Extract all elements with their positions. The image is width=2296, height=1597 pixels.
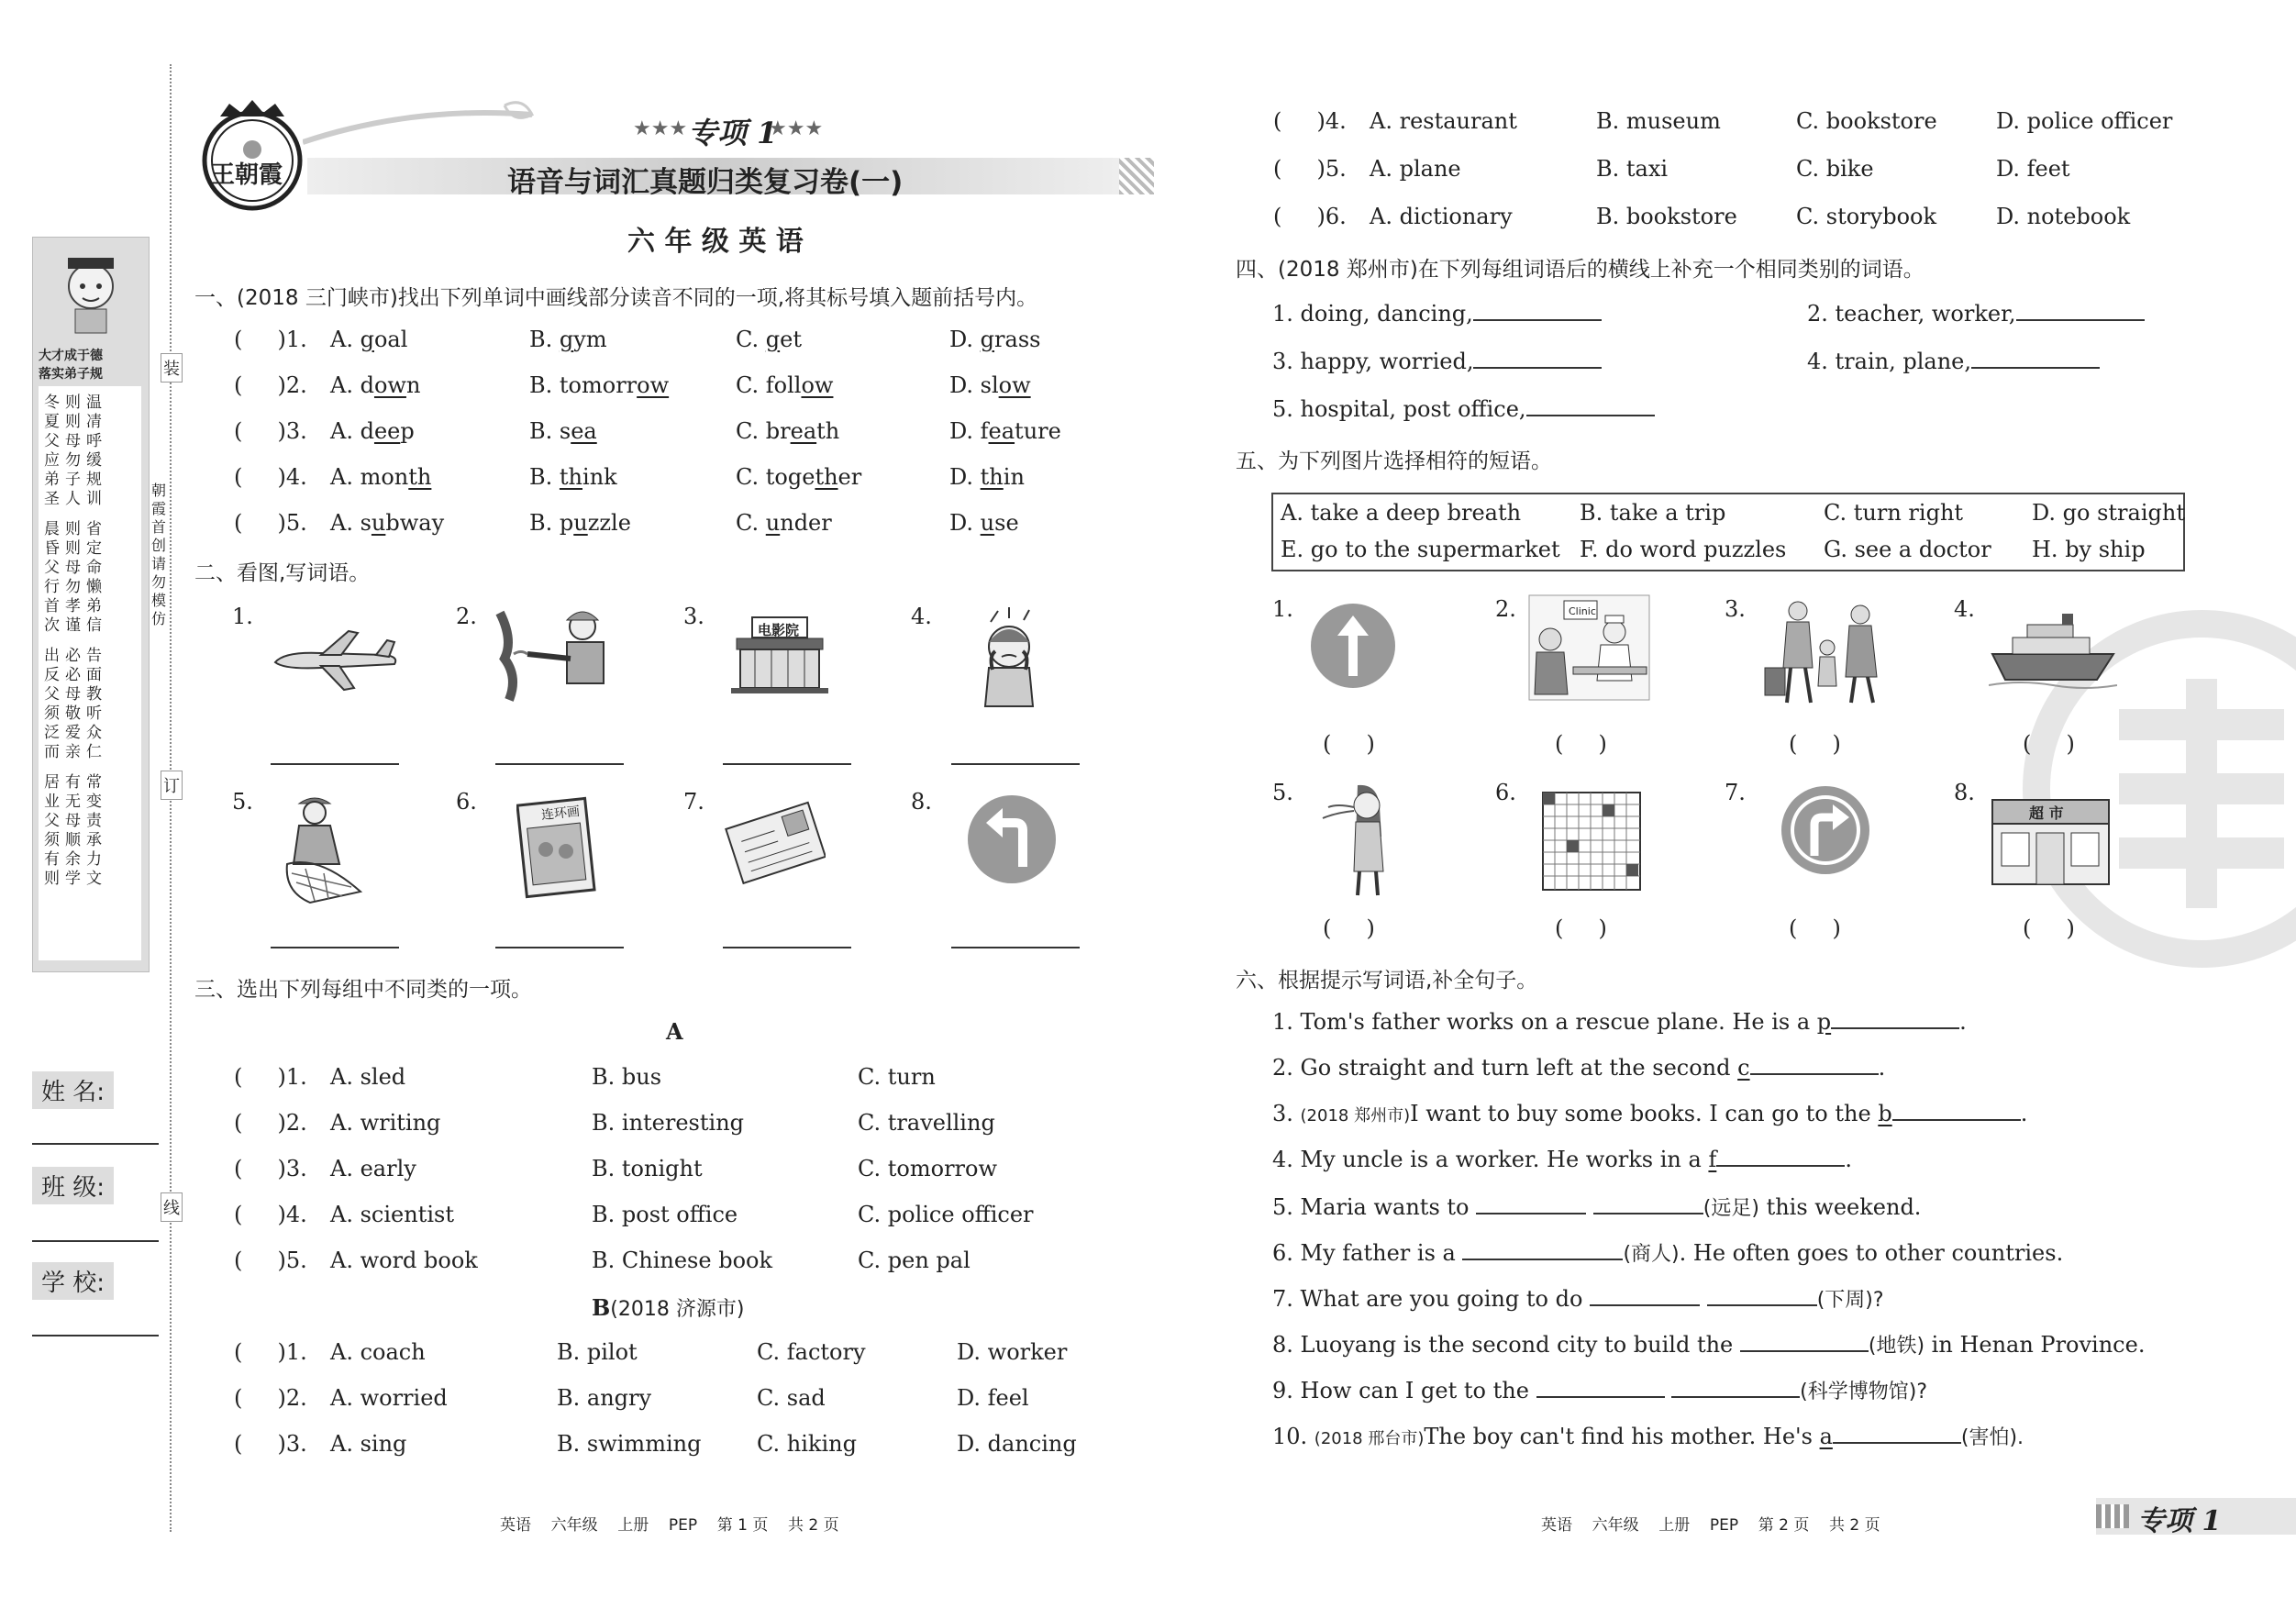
header-stars-left: ★★★	[633, 117, 688, 140]
answer-line-5[interactable]	[271, 947, 399, 948]
answer-blank[interactable]	[1892, 1101, 2021, 1121]
answer-blank[interactable]	[1716, 1147, 1845, 1167]
name-label: 姓 名:	[32, 1071, 114, 1109]
s3a-row-2: ( )2. A. writing B. interesting C. travelling	[234, 1110, 995, 1136]
s5-answer-4[interactable]: ( )	[2023, 731, 2075, 757]
answer-blank[interactable]	[1476, 1194, 1586, 1214]
answer-paren[interactable]: (	[234, 1156, 278, 1181]
s6-sentence-1: 1. Tom's father works on a rescue plane. He is a p .	[1272, 1009, 1967, 1035]
answer-blank[interactable]	[1707, 1286, 1817, 1306]
s4-item-2: 2. teacher, worker,	[1807, 301, 2145, 327]
supermarket-sign: 超 市	[2029, 804, 2064, 822]
answer-paren[interactable]: (	[234, 510, 278, 536]
answer-line-3[interactable]	[723, 763, 851, 765]
s3b-row-3: ( )3. A. sing B. swimming C. hiking D. dancing	[234, 1431, 1077, 1457]
pic-num-6: 6.	[456, 789, 477, 815]
answer-blank[interactable]	[1971, 349, 2100, 369]
option-c: C. turn right	[1824, 500, 1964, 526]
verse-text: 冬则温 夏则凊 父母呼 应勿缓 弟子规 圣人训 晨则省 昏则定 父母命 行勿懒 首孝弟 次谨信 出必告 反必面 父母教 须敬听 泛爱众 而亲仁 居有常 业无变 父母责 须顺承 有余力 则学文	[44, 394, 107, 888]
section6-heading: 六、根据提示写词语,补全句子。	[1236, 969, 1538, 993]
ribbon-decoration-icon	[303, 96, 560, 151]
s1-row-5: ( )5. A. subway B. puzzle C. under D. use	[234, 510, 1019, 536]
answer-blank[interactable]	[1740, 1332, 1869, 1352]
pic-num-5: 5.	[232, 789, 253, 815]
family-trip-icon	[1759, 594, 1888, 709]
s1-row-3: ( )3. A. deep B. sea C. breath D. feature	[234, 418, 1061, 444]
airplane-icon	[266, 624, 404, 697]
s5-answer-6[interactable]: ( )	[1555, 915, 1607, 941]
motto-line-2: 落实弟子规	[39, 367, 103, 382]
answer-paren[interactable]: (	[234, 1202, 278, 1227]
s5-num-1: 1.	[1272, 596, 1293, 622]
answer-blank[interactable]	[1833, 1424, 1961, 1444]
fold-note: 朝霞首创 请勿模仿	[151, 482, 167, 627]
s6-sentence-4: 4. My uncle is a worker. He works in a f .	[1272, 1147, 1852, 1172]
answer-blank[interactable]	[1831, 1009, 1959, 1029]
s5-num-6: 6.	[1495, 780, 1516, 805]
s1-row-1: ( )1. A. goal B. gym C. get D. grass	[234, 327, 1041, 352]
answer-line-8[interactable]	[951, 947, 1080, 948]
go-straight-sign-icon	[1310, 603, 1397, 690]
fold-label-2: 订	[161, 771, 183, 800]
s6-sentence-5: 5. Maria wants to (远足) this weekend.	[1272, 1194, 1922, 1220]
answer-paren[interactable]: (	[234, 1431, 278, 1457]
section3-heading: 三、选出下列每组中不同类的一项。	[194, 978, 532, 1002]
page-title: 语音与词汇真题归类复习卷(一)	[507, 166, 904, 199]
scholar-icon	[50, 245, 132, 337]
section4-heading: 四、(2018 郑州市)在下列每组词语后的横线上补充一个相同类别的词语。	[1236, 258, 1924, 282]
ship-icon	[1989, 610, 2117, 693]
turn-right-sign-icon	[1780, 784, 1871, 876]
fisherman-icon	[273, 791, 374, 905]
s3b-row-2: ( )2. A. worried B. angry C. sad D. feel	[234, 1385, 1029, 1411]
option-f: F. do word puzzles	[1580, 537, 1787, 562]
option-e: E. go to the supermarket	[1281, 537, 1560, 562]
s5-answer-3[interactable]: ( )	[1789, 731, 1841, 757]
footer-left: 英语 六年级 上册 PEP 第 1 页 共 2 页	[500, 1516, 839, 1535]
s3b-row-4: ( )4. A. restaurant B. museum C. bookstore D. police officer	[1273, 108, 2173, 134]
answer-paren[interactable]: (	[234, 1385, 278, 1411]
s6-sentence-9: 9. How can I get to the (科学博物馆)?	[1272, 1378, 1928, 1403]
s3a-row-3: ( )3. A. early B. tonight C. tomorrow	[234, 1156, 998, 1181]
section2-heading: 二、看图,写词语。	[194, 561, 371, 585]
option-d: D. go straight	[2032, 500, 2185, 526]
s3a-row-4: ( )4. A. scientist B. post office C. police officer	[234, 1202, 1034, 1227]
name-input[interactable]	[32, 1143, 159, 1145]
answer-paren[interactable]: (	[1273, 156, 1317, 182]
s1-row-2: ( )2. A. down B. tomorrow C. follow D. slow	[234, 372, 1031, 398]
s6-sentence-2: 2. Go straight and turn left at the second c .	[1272, 1055, 1886, 1081]
answer-paren[interactable]: (	[234, 1248, 278, 1273]
s6-sentence-7: 7. What are you going to do (下周)?	[1272, 1286, 1884, 1312]
answer-paren[interactable]: (	[234, 1064, 278, 1090]
s6-sentence-3: 3. (2018 郑州市)I want to buy some books. I can go to the b .	[1272, 1101, 2028, 1126]
s5-answer-1[interactable]: ( )	[1323, 731, 1375, 757]
motto-panel	[32, 237, 150, 972]
s3b-row-1: ( )1. A. coach B. pilot C. factory D. worker	[234, 1339, 1068, 1365]
class-label: 班 级:	[32, 1167, 114, 1204]
fold-label-1: 装	[161, 353, 183, 383]
answer-paren[interactable]: (	[234, 372, 278, 398]
answer-paren[interactable]: (	[234, 327, 278, 352]
fold-label-3: 线	[161, 1192, 183, 1222]
s4-item-1: 1. doing, dancing,	[1272, 301, 1602, 327]
s6-sentence-8: 8. Luoyang is the second city to build the (地铁) in Henan Province.	[1272, 1332, 2146, 1358]
header-stars-right: ★★★	[769, 117, 824, 140]
class-input[interactable]	[32, 1240, 159, 1242]
option-b: B. take a trip	[1580, 500, 1726, 526]
answer-blank[interactable]	[1590, 1286, 1700, 1306]
pic-num-4: 4.	[911, 604, 932, 629]
s5-num-7: 7.	[1725, 780, 1746, 805]
s3a-row-5: ( )5. A. word book B. Chinese book C. pen pal	[234, 1248, 971, 1273]
clinic-sign: Clinic	[1569, 605, 1596, 617]
worried-girl-icon	[972, 605, 1046, 711]
s4-item-4: 4. train, plane,	[1807, 349, 2100, 374]
title-bar-pattern	[1119, 158, 1154, 194]
answer-line-6[interactable]	[495, 947, 624, 948]
crossword-icon	[1541, 791, 1642, 892]
s4-item-3: 3. happy, worried,	[1272, 349, 1602, 374]
s3b-row-5: ( )5. A. plane B. taxi C. bike D. feet	[1273, 156, 2070, 182]
answer-blank[interactable]	[1671, 1378, 1800, 1398]
postcard-icon	[725, 798, 826, 885]
part-b-label: B(2018 济源市)	[592, 1294, 745, 1321]
s1-row-4: ( )4. A. month B. think C. together D. thin	[234, 464, 1025, 490]
answer-paren[interactable]: (	[1273, 108, 1317, 134]
s5-num-5: 5.	[1272, 780, 1293, 805]
pic-num-1: 1.	[232, 604, 253, 629]
comic-book-title: 连环画	[540, 804, 581, 824]
answer-line-7[interactable]	[723, 947, 851, 948]
answer-blank[interactable]	[1473, 301, 1602, 321]
s4-item-5: 5. hospital, post office,	[1272, 396, 1655, 422]
answer-paren[interactable]: (	[234, 464, 278, 490]
corner-topic-label: 专项 1	[2137, 1505, 2222, 1537]
cinema-sign: 电影院	[758, 622, 800, 638]
section1-heading: 一、(2018 三门峡市)找出下列单词中画线部分读音不同的一项,将其标号填入题前括号内。	[194, 286, 1038, 310]
pic-num-7: 7.	[683, 789, 704, 815]
answer-line-4[interactable]	[951, 763, 1080, 765]
answer-paren[interactable]: (	[234, 418, 278, 444]
answer-blank[interactable]	[1462, 1240, 1623, 1260]
s5-num-4: 4.	[1954, 596, 1975, 622]
answer-blank[interactable]	[1593, 1194, 1703, 1214]
option-a: A. take a deep breath	[1281, 500, 1522, 526]
page-subtitle: 六 年 级 英 语	[627, 226, 804, 258]
deep-breath-icon	[1310, 780, 1411, 899]
s3a-row-1: ( )1. A. sled B. bus C. turn	[234, 1064, 936, 1090]
s5-answer-2[interactable]: ( )	[1555, 731, 1607, 757]
pic-num-8: 8.	[911, 789, 932, 815]
s6-sentence-10: 10. (2018 邢台市)The boy can't find his mother. He's a (害怕).	[1272, 1424, 2024, 1449]
s3b-row-6: ( )6. A. dictionary B. bookstore C. storybook D. notebook	[1273, 204, 2131, 229]
s6-sentence-6: 6. My father is a (商人). He often goes to other countries.	[1272, 1240, 2064, 1266]
answer-line-1[interactable]	[271, 763, 399, 765]
answer-paren[interactable]: (	[1273, 204, 1317, 229]
answer-paren[interactable]: (	[234, 1339, 278, 1365]
answer-line-2[interactable]	[495, 763, 624, 765]
answer-blank[interactable]	[1526, 396, 1655, 416]
pic-num-2: 2.	[456, 604, 477, 629]
answer-blank[interactable]	[1473, 349, 1602, 369]
answer-blank[interactable]	[2016, 301, 2145, 321]
turn-left-sign-icon	[966, 793, 1058, 885]
brand-name: 王朝霞	[211, 161, 283, 189]
firefighter-icon	[495, 604, 624, 704]
s5-num-8: 8.	[1954, 780, 1975, 805]
school-input[interactable]	[32, 1335, 159, 1336]
s5-answer-7[interactable]: ( )	[1789, 915, 1841, 941]
answer-blank[interactable]	[1536, 1378, 1665, 1398]
topic-label: 专项 1	[688, 116, 778, 150]
footer-right: 英语 六年级 上册 PEP 第 2 页 共 2 页	[1541, 1516, 1880, 1535]
section5-heading: 五、为下列图片选择相符的短语。	[1236, 449, 1552, 473]
corner-pattern	[2096, 1504, 2129, 1528]
s5-num-2: 2.	[1495, 596, 1516, 622]
school-label: 学 校:	[32, 1262, 114, 1300]
option-h: H. by ship	[2032, 537, 2146, 562]
pic-num-3: 3.	[683, 604, 704, 629]
answer-blank[interactable]	[1750, 1055, 1879, 1075]
s5-answer-8[interactable]: ( )	[2023, 915, 2075, 941]
part-a-label: A	[666, 1018, 683, 1045]
answer-paren[interactable]: (	[234, 1110, 278, 1136]
s5-answer-5[interactable]: ( )	[1323, 915, 1375, 941]
option-g: G. see a doctor	[1824, 537, 1991, 562]
motto-line-1: 大才成于德	[39, 349, 103, 363]
s5-num-3: 3.	[1725, 596, 1746, 622]
